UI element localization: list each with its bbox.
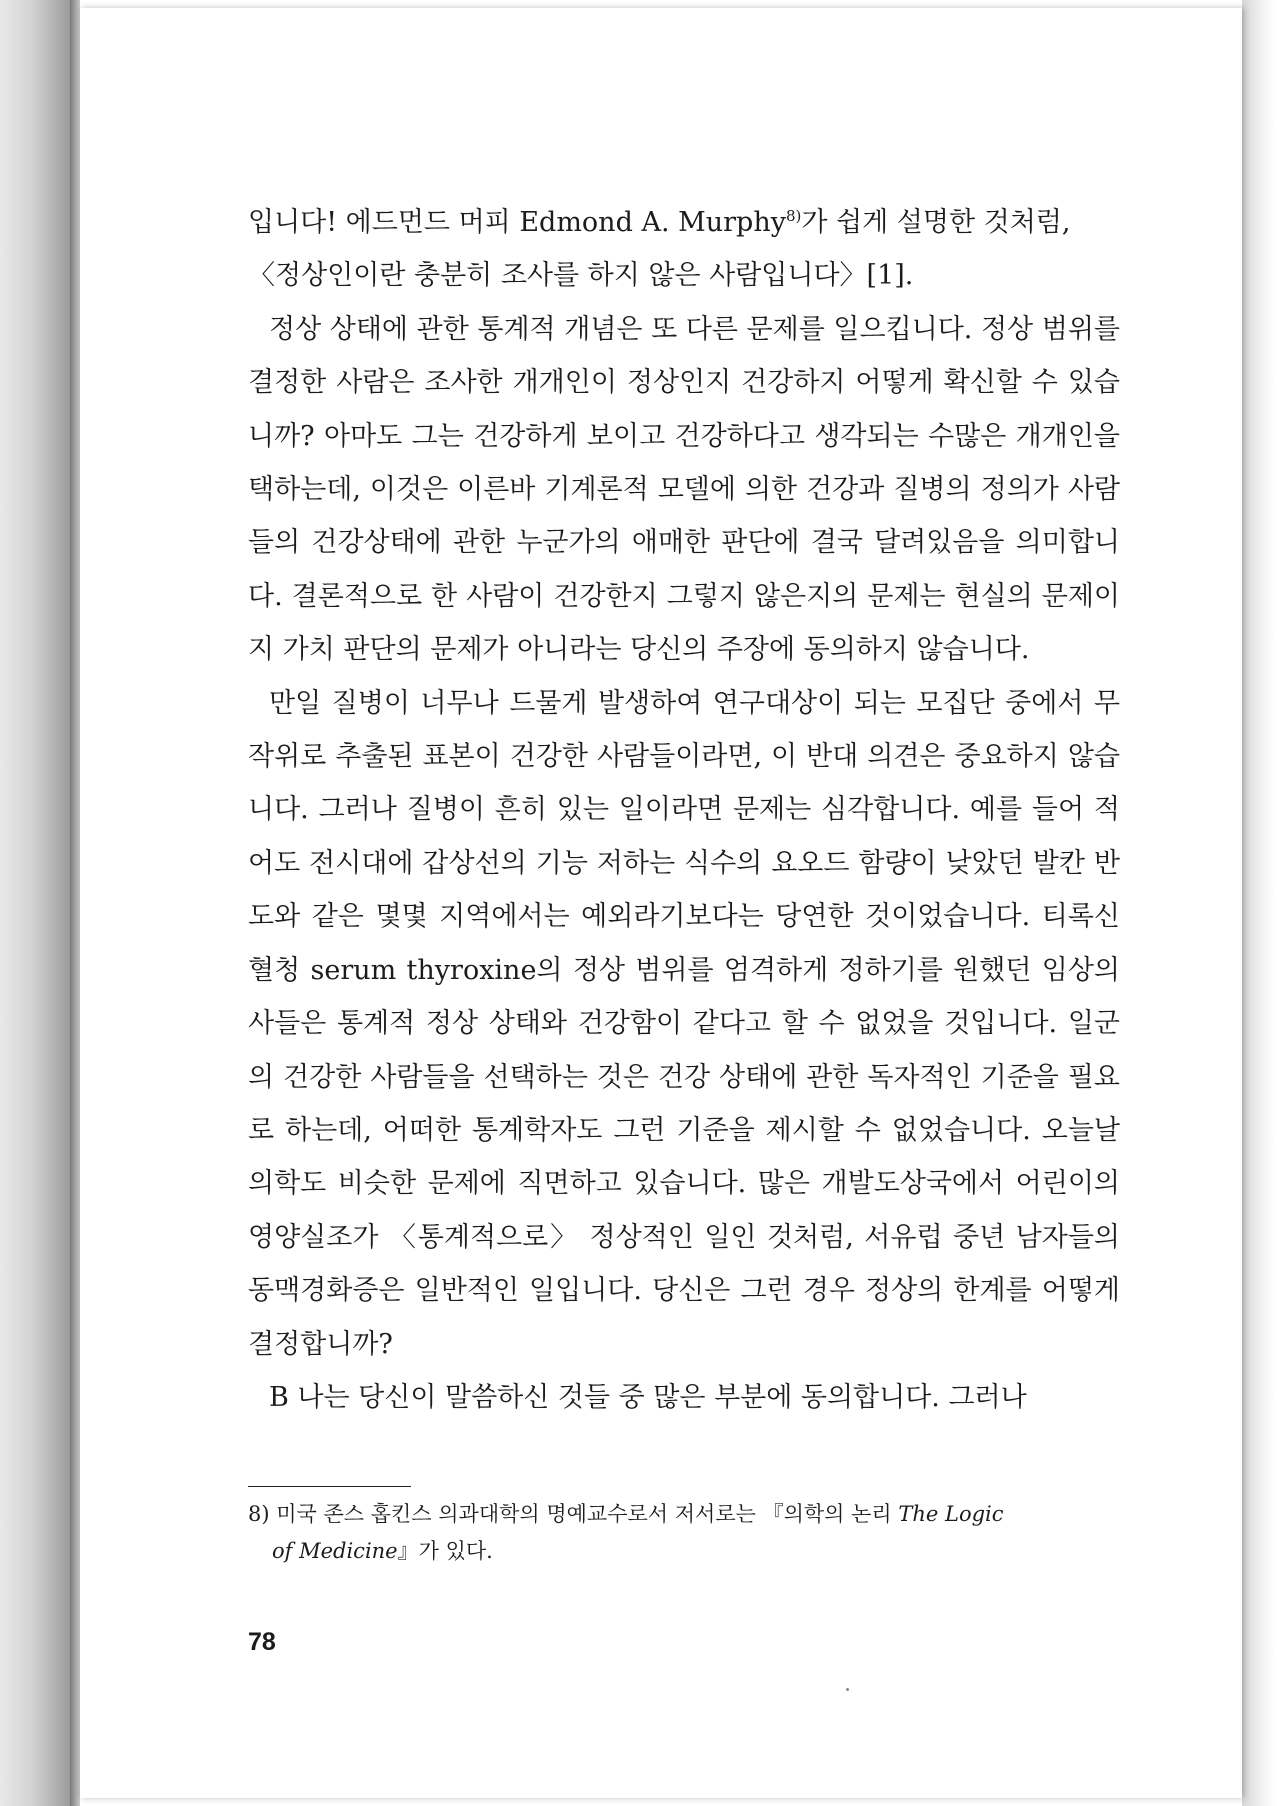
paragraph-1 [248,196,1120,303]
footnote-line-1 [248,1496,1120,1533]
paragraph-2: 정상 상태에 관한 통계적 개념은 또 다른 문제를 일으킵니다. 정상 범위를 결정한 사람은 조사한 개개인이 정상인지 건강하지 어떻게 확신할 수 있습니까? 아마도 그는 건강하게 보이고 건강하다고 생각되는 수많은 개개인을 택하는데, 이것은 이른바 기계론적 모델에 의한 건강과 질병의 정의가 사람들의 건강상태에 관한 누군가의 애매한 판단에 결국 달려있음을 의미합니다. 결론적으로 한 사람이 건강한지 그렇지 않은지의 문제는 현실의 문제이지 가치 판단의 문제가 아니라는 당신의 주장에 동의하지 않습니다. [248,313,1120,666]
dust-speck [846,1688,849,1691]
paragraph-1-start: 입니다! 에드먼드 머피 Edmond A. Murphy [248,207,786,238]
footnote-8 [248,1496,1120,1570]
page-number: 78 [248,1628,276,1656]
book-spine [0,0,78,1806]
body-text [248,196,1120,1424]
footnote-tail: 』가 있다. [397,1539,493,1563]
paragraph-3: 만일 질병이 너무나 드물게 발생하여 연구대상이 되는 모집단 중에서 무작위로 추출된 표본이 건강한 사람들이라면, 이 반대 의견은 중요하지 않습니다. 그러나 질병이 흔히 있는 일이라면 문제는 심각합니다. 예를 들어 적어도 전시대에 갑상선의 기능 저하는 식수의 요오드 함량이 낮았던 발칸 반도와 같은 몇몇 지역에서는 예외라기보다는 당연한 것이었습니다. 티록신 혈청 serum thyroxine의 정상 범위를 엄격하게 정하기를 원했던 임상의사들은 통계적 정상 상태와 건강함이 같다고 할 수 없었을 것입니다. 일군의 건강한 사람들을 선택하는 것은 건강 상태에 관한 독자적인 기준을 필요로 하는데, 어떠한 통계학자도 그런 기준을 제시할 수 없었습니다. 오늘날 의학도 비슷한 문제에 직면하고 있습니다. 많은 개발도상국에서 어린이의 영양실조가 〈통계적으로〉 정상적인 일인 것처럼, 서유럽 중년 남자들의 동맥경화증은 일반적인 일입니다. 당신은 그런 경우 정상의 한계를 어떻게 결정합니까? [248,687,1120,1360]
right-margin-shadow [1242,0,1277,1806]
footnote-divider [248,1486,411,1487]
footnote-marker-8: 8) [785,207,802,225]
paragraph-4: B 나는 당신이 말씀하신 것들 중 많은 부분에 동의합니다. 그러나 [269,1381,1027,1413]
page-stack-edge [70,0,80,1806]
footnote-book-title-part1: The Logic [898,1502,1004,1526]
paragraph-1-end: 가 쉽게 설명한 것처럼, 〈정상인이란 충분히 조사를 하지 않은 사람입니다〉[1]. [248,207,1071,292]
footnote-lead: 8) 미국 존스 홉킨스 의과대학의 명예교수로서 저서로는 『의학의 논리 [248,1502,899,1526]
footnote-book-title-part2: of Medicine [272,1539,398,1563]
footnote-line-2 [248,1533,1120,1570]
